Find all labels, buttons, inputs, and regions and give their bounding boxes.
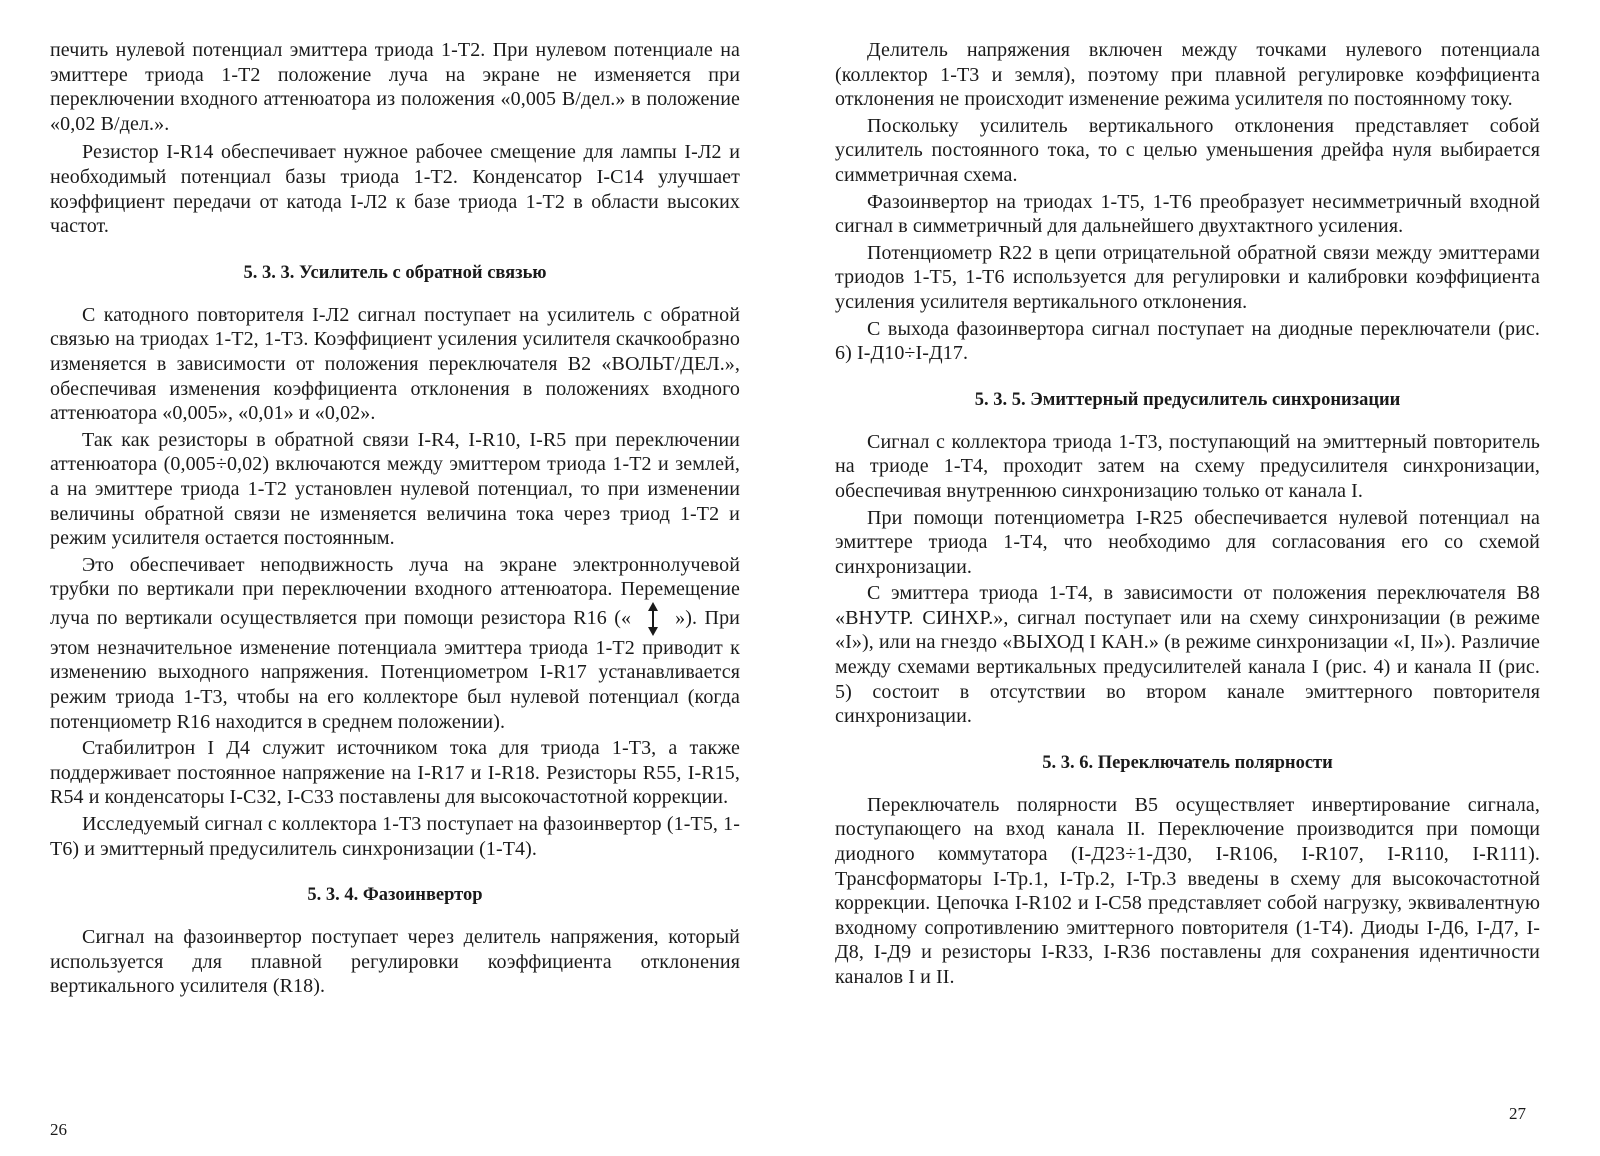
page-number-right: 27 xyxy=(1509,1104,1526,1123)
left-paragraph-5 xyxy=(50,553,740,735)
right-paragraph-7: При помощи потенциометра I-R25 обеспечивается нулевой потенциал на эмиттере триода 1-Т4, что необходимо для согласования его со схемой синхронизации. xyxy=(835,506,1540,578)
left-paragraph-4: Так как резисторы в обратной связи I-R4, I-R10, I-R5 при переключении аттенюатора (0,005÷0,02) включаются между эмиттером триода 1-Т2 и землей, а на эмиттере триода 1-Т2 установлен нулевой потенциал, то при изменении величины обратной связи не изменяется величина тока через триод 1-Т2 и режим усилителя остается постоянным. xyxy=(50,428,740,550)
section-heading-5-3-5: 5. 3. 5. Эмиттерный предусилитель синхронизации xyxy=(974,389,1401,410)
left-paragraph-1: печить нулевой потенциал эмиттера триода 1-Т2. При нулевом потенциале на эмиттере триода 1-Т2 положение луча на экране не изменяется при переключении входного аттенюатора из положения «0,005 В/дел.» в положение «0,02 В/дел.». xyxy=(50,39,740,135)
right-paragraph-9: Переключатель полярности В5 осуществляет инвертирование сигнала, поступающего на вход канала II. Переключение производится при помощи диодного коммутатора (I-Д23÷1-Д30, I-R106, I-R107, I-R110, I-R111). Трансформаторы I-Тр.1, I-Тр.2, I-Тр.3 введены в схему для высокочастотной коррекции. Цепочка I-R102 и I-С58 представляет собой нагрузку, эквивалентную входному сопротивлению эмиттерного повторителя (1-Т4). Диоды I-Д6, I-Д7, I-Д8, I-Д9 и резисторы I-R33, I-R36 поставлены для сохранения идентичности каналов I и II. xyxy=(835,793,1540,988)
right-page xyxy=(835,0,1540,1156)
left-paragraph-6: Стабилитрон I Д4 служит источником тока для триода 1-Т3, а также поддерживает постоянное напряжение на I-R17 и I-R18. Резисторы R55, I-R15, R54 и конденсаторы I-С32, I-С33 поставлены для высокочастотной коррекции. xyxy=(50,737,740,809)
up-down-arrow-icon xyxy=(647,602,659,636)
right-paragraph-2: Поскольку усилитель вертикального отклонения представляет собой усилитель постоянного тока, то с целью уменьшения дрейфа нуля выбирается симметричная схема. xyxy=(835,114,1540,186)
left-paragraph-7: Исследуемый сигнал с коллектора 1-Т3 поступает на фазоинвертор (1-Т5, 1-Т6) и эмиттерный предусилитель синхронизации (1-Т4). xyxy=(50,813,740,860)
left-page xyxy=(50,0,740,1156)
right-paragraph-4: Потенциометр R22 в цепи отрицательной обратной связи между эмиттерами триодов 1-Т5, 1-Т6 используется для регулировки и калибровки коэффициента усиления усилителя вертикального отклонения. xyxy=(835,241,1540,313)
right-paragraph-6: Сигнал с коллектора триода 1-Т3, поступающий на эмиттерный повторитель на триоде 1-Т4, проходит затем на схему предусилителя синхронизации, обеспечивая внутреннюю синхронизацию только от канала I. xyxy=(835,430,1540,502)
left-paragraph-2: Резистор I-R14 обеспечивает нужное рабочее смещение для лампы I-Л2 и необходимый потенциал базы триода 1-Т2. Конденсатор I-С14 улучшает коэффициент передачи от катода I-Л2 к базе триода 1-Т2 в области высоких частот. xyxy=(50,141,740,238)
left-page-text xyxy=(50,38,740,999)
section-heading-5-3-4: 5. 3. 4. Фазоинвертор xyxy=(307,885,483,906)
right-page-text xyxy=(835,38,1540,990)
right-paragraph-5: С выхода фазоинвертора сигнал поступает на диодные переключатели (рис. 6) I-Д10÷I-Д17. xyxy=(835,317,1540,365)
section-heading-5-3-3: 5. 3. 3. Усилитель с обратной связью xyxy=(243,262,547,283)
left-paragraph-5-part-1: Это обеспечивает неподвижность луча на экране электроннолучевой трубки по вертикали при переключении входного аттенюатора. Перемещение луча по вертикали осуществляется при помощи резистора R16 (« xyxy=(50,553,740,629)
section-heading-5-3-6: 5. 3. 6. Переключатель полярности xyxy=(1042,752,1333,773)
left-paragraph-3: С катодного повторителя I-Л2 сигнал поступает на усилитель с обратной связью на триодах 1-Т2, 1-Т3. Коэффициент усиления усилителя скачкообразно изменяется в зависимости от положения переключателя В2 «ВОЛЬТ/ДЕЛ.», обеспечивая изменения коэффициента отклонения в положениях входного аттенюатора «0,005», «0,01» и «0,02». xyxy=(50,303,740,425)
right-paragraph-8: С эмиттера триода 1-Т4, в зависимости от положения переключателя В8 «ВНУТР. СИНХР.», сигнал поступает или на схему синхронизации (в режиме «I»), или на гнездо «ВЫХОД I КАН.» (в режиме синхронизации «I, II»). Различие между схемами вертикальных предусилителей канала I (рис. 4) и канала II (рис. 5) состоит в отсутствии во втором канале эмиттерного повторителя синхронизации. xyxy=(835,582,1540,728)
left-paragraph-8: Сигнал на фазоинвертор поступает через делитель напряжения, который используется для плавной регулировки коэффициента отклонения вертикального усилителя (R18). xyxy=(50,926,740,998)
right-paragraph-3: Фазоинвертор на триодах 1-Т5, 1-Т6 преобразует несимметричный входной сигнал в симметричный для дальнейшего двухтактного усиления. xyxy=(835,190,1540,238)
left-paragraph-5-part-2: »). При этом незначительное изменение потенциала эмиттера триода 1-Т2 приводит к изменению выходного напряжения. Потенциометром I-R17 устанавливается режим триода 1-Т3, чтобы на его коллекторе был нулевой потенциал (когда потенциометр R16 находится в среднем положении). xyxy=(50,606,740,733)
page-number-left: 26 xyxy=(50,1120,67,1139)
right-paragraph-1: Делитель напряжения включен между точками нулевого потенциала (коллектор 1-Т3 и земля), поэтому при плавной регулировке коэффициента отклонения не происходит изменение режима усилителя по постоянному току. xyxy=(835,39,1540,111)
